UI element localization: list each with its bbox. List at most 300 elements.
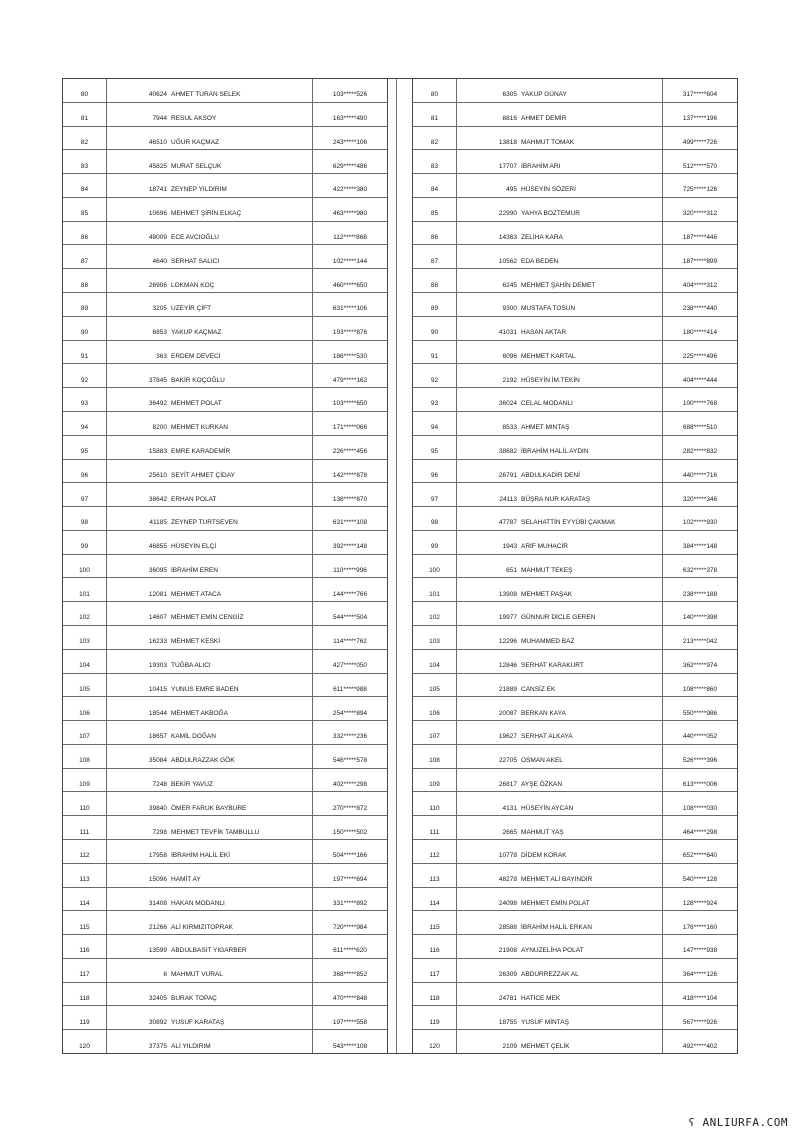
table-row <box>63 555 387 579</box>
masked-id: 282*****832 <box>682 448 718 455</box>
row-index: 97 <box>63 483 107 506</box>
person-name: İBRAHİM HALİL EKİ <box>169 840 313 863</box>
masked-id: 140*****398 <box>682 614 718 622</box>
table-row <box>63 150 387 174</box>
masked-id: 331*****892 <box>332 899 368 907</box>
person-name: MAHMUT TEKEŞ <box>519 555 663 578</box>
masked-id: 464*****298 <box>682 828 718 836</box>
table-row <box>413 697 737 721</box>
table-row <box>63 483 387 507</box>
table-row <box>63 1006 387 1030</box>
table-row <box>413 650 737 674</box>
row-number: 24113 <box>499 495 517 503</box>
person-name: YUSUF KARATAŞ <box>169 1006 313 1029</box>
row-index: 88 <box>413 269 457 292</box>
row-number: 13599 <box>148 947 167 955</box>
row-number: 651 <box>506 566 517 574</box>
person-name: ABDULKADİR DENİ <box>519 460 663 483</box>
row-number: 8533 <box>502 424 517 432</box>
table-row <box>413 483 737 507</box>
person-name: AYŞE ÖZKAN <box>519 769 663 792</box>
row-index: 106 <box>413 697 457 720</box>
table-row <box>63 721 387 745</box>
row-number: 2109 <box>502 1042 517 1050</box>
row-number: 37375 <box>148 1042 167 1050</box>
person-name: MAHMUT TOMAK <box>519 127 663 150</box>
row-index: 95 <box>63 436 107 459</box>
person-name: AHMET TURAN SELEK <box>169 79 313 102</box>
table-row <box>413 674 737 698</box>
row-number: 36095 <box>148 566 167 574</box>
masked-id: 404*****312 <box>682 281 718 289</box>
masked-id: 225*****496 <box>682 352 718 360</box>
row-index: 102 <box>413 602 457 625</box>
table-row <box>63 578 387 602</box>
table-row <box>63 412 387 436</box>
row-index: 105 <box>63 674 107 697</box>
person-name: MEHMET PAŞAK <box>519 578 663 601</box>
row-number: 26791 <box>498 471 517 479</box>
row-number: 26309 <box>498 971 517 979</box>
masked-id: 213*****042 <box>682 638 718 646</box>
row-index: 119 <box>63 1006 107 1029</box>
person-name: İBRAHİM ARI <box>519 150 663 173</box>
row-index: 94 <box>63 412 107 435</box>
person-name: ÖMER FARUK BAYBURE <box>169 792 313 815</box>
masked-id: 103*****526 <box>332 91 368 99</box>
row-index: 119 <box>413 1006 457 1029</box>
table-row <box>413 341 737 365</box>
row-index: 90 <box>63 317 107 340</box>
table-row <box>413 864 737 888</box>
row-number: 40624 <box>148 91 167 99</box>
masked-id: 362*****974 <box>682 662 718 670</box>
row-index: 118 <box>413 983 457 1006</box>
person-name: MEHMET KURKAN <box>169 412 313 435</box>
person-name: HATİCE MEK <box>519 983 663 1006</box>
table-row <box>63 103 387 127</box>
table-row <box>63 317 387 341</box>
person-name: HAMİT AY <box>169 864 313 887</box>
person-name: MUSTAFA TOSUN <box>519 293 663 316</box>
row-index: 86 <box>413 222 457 245</box>
person-name: CANSİZ EK <box>519 674 663 697</box>
table-row <box>63 364 387 388</box>
masked-id: 384*****148 <box>682 543 718 551</box>
row-index: 106 <box>63 697 107 720</box>
row-number: 36024 <box>498 400 517 408</box>
row-index: 112 <box>413 840 457 863</box>
row-number: 14607 <box>148 614 167 622</box>
table-row <box>63 507 387 531</box>
table-row <box>413 198 737 222</box>
row-index: 80 <box>63 79 107 102</box>
masked-id: 526*****396 <box>682 757 718 765</box>
table-row <box>413 602 737 626</box>
person-name: MEHMET AKBOĞA <box>169 697 313 720</box>
table-row <box>413 269 737 293</box>
row-index: 112 <box>63 840 107 863</box>
row-number: 24781 <box>498 994 517 1002</box>
table-row <box>413 103 737 127</box>
row-index: 117 <box>413 959 457 982</box>
table-row <box>413 721 737 745</box>
row-index: 110 <box>413 792 457 815</box>
row-number: 16233 <box>148 638 167 646</box>
person-name: EMRE KARADEMİR <box>169 436 313 459</box>
person-name: AHMET DEMİR <box>519 103 663 126</box>
results-table <box>62 78 738 1054</box>
masked-id: 631*****106 <box>332 305 368 313</box>
row-index: 118 <box>63 983 107 1006</box>
masked-id: 422*****380 <box>332 186 368 194</box>
table-row <box>63 911 387 935</box>
masked-id: 632*****378 <box>682 566 718 574</box>
row-index: 98 <box>413 507 457 530</box>
masked-id: 102*****144 <box>332 257 368 265</box>
masked-id: 470*****848 <box>332 994 368 1002</box>
person-name: ZEYNEP TURTSEVEN <box>169 507 313 530</box>
table-row <box>413 79 737 103</box>
person-name: UZEYİR ÇİFT <box>169 293 313 316</box>
row-index: 91 <box>413 341 457 364</box>
row-index: 90 <box>413 317 457 340</box>
table-row <box>63 341 387 365</box>
table-row <box>413 745 737 769</box>
row-index: 104 <box>413 650 457 673</box>
person-name: SEYİT AHMET ÇİDAY <box>169 460 313 483</box>
row-number: 19303 <box>148 662 167 670</box>
masked-id: 492*****402 <box>682 1042 718 1050</box>
masked-id: 270*****872 <box>332 804 368 812</box>
person-name: YAKUP KAÇMAZ <box>169 317 313 340</box>
table-row <box>413 531 737 555</box>
table-row <box>63 935 387 959</box>
masked-id: 243*****106 <box>332 138 368 146</box>
person-name: MAHMUT YAŞ <box>519 816 663 839</box>
person-name: HASAN AKTAR <box>519 317 663 340</box>
row-number: 35084 <box>148 757 167 765</box>
table-row <box>63 245 387 269</box>
row-number: 7298 <box>152 828 167 836</box>
row-index: 107 <box>413 721 457 744</box>
masked-id: 427*****050 <box>332 662 368 670</box>
person-name: MEHMET EMİN POLAT <box>519 888 663 911</box>
person-name: MEHMET KARTAL <box>519 341 663 364</box>
masked-id: 137*****196 <box>682 115 718 123</box>
row-index: 113 <box>413 864 457 887</box>
person-name: ABDURREZZAK AL <box>519 959 663 982</box>
person-name: CELAL MODANLI <box>519 388 663 411</box>
table-row <box>413 317 737 341</box>
table-row <box>413 174 737 198</box>
row-number: 21908 <box>498 947 517 955</box>
row-number: 17707 <box>498 162 517 170</box>
row-number: 41185 <box>149 519 167 527</box>
person-name: YAKUP GÜNAY <box>519 79 663 102</box>
masked-id: 611*****620 <box>333 947 367 955</box>
row-number: 26817 <box>498 780 517 788</box>
row-index: 91 <box>63 341 107 364</box>
row-number: 45825 <box>148 162 167 170</box>
masked-id: 103*****650 <box>332 400 368 408</box>
person-name: MEHMET KESKİ <box>169 626 313 649</box>
row-number: 13818 <box>498 138 517 146</box>
table-row <box>413 911 737 935</box>
table-row <box>413 436 737 460</box>
person-name: SERHAT SALICI <box>169 245 313 268</box>
table-row <box>413 769 737 793</box>
person-name: YAHYA BOZTEMUR <box>519 198 663 221</box>
row-index: 114 <box>413 888 457 911</box>
row-number: 37845 <box>148 376 167 384</box>
row-number: 6 <box>163 971 167 979</box>
row-index: 101 <box>413 578 457 601</box>
table-row <box>63 840 387 864</box>
row-number: 10562 <box>498 257 517 265</box>
row-number: 14363 <box>498 233 517 241</box>
masked-id: 320*****346 <box>682 495 718 503</box>
row-number: 24098 <box>498 899 517 907</box>
row-number: 18755 <box>498 1018 517 1026</box>
row-index: 97 <box>413 483 457 506</box>
person-name: AYNUZELİHA POLAT <box>519 935 663 958</box>
person-name: ERHAN POLAT <box>169 483 313 506</box>
masked-id: 112*****868 <box>333 233 367 241</box>
masked-id: 128*****924 <box>682 899 718 907</box>
table-row <box>63 626 387 650</box>
masked-id: 226*****456 <box>332 448 368 455</box>
person-name: HAKAN MODANLI <box>169 888 313 911</box>
row-number: 28588 <box>498 923 517 931</box>
table-row <box>63 983 387 1007</box>
person-name: GÜNNUR DİCLE GEREN <box>519 602 663 625</box>
row-index: 117 <box>63 959 107 982</box>
masked-id: 418*****104 <box>682 994 718 1002</box>
table-row <box>63 127 387 151</box>
row-number: 38642 <box>148 495 167 503</box>
masked-id: 187*****446 <box>682 233 718 241</box>
table-row <box>413 935 737 959</box>
row-index: 111 <box>63 816 107 839</box>
person-name: MAHMUT VURAL <box>169 959 313 982</box>
table-row <box>413 578 737 602</box>
row-index: 81 <box>63 103 107 126</box>
masked-id: 499*****726 <box>682 138 718 146</box>
row-index: 111 <box>413 816 457 839</box>
person-name: DİDEM KORAK <box>519 840 663 863</box>
table-row <box>63 79 387 103</box>
masked-id: 108*****860 <box>682 685 718 693</box>
row-number: 6853 <box>152 329 167 337</box>
masked-id: 254*****894 <box>332 709 368 717</box>
masked-id: 463*****980 <box>332 210 368 218</box>
masked-id: 504*****166 <box>332 852 368 860</box>
row-index: 81 <box>413 103 457 126</box>
person-name: BAKİR KOÇOĞLU <box>169 364 313 387</box>
row-index: 85 <box>413 198 457 221</box>
row-number: 32405 <box>148 994 167 1002</box>
masked-id: 404*****444 <box>682 376 718 384</box>
masked-id: 238*****188 <box>682 590 718 598</box>
person-name: İBRAHİM EREN <box>169 555 313 578</box>
person-name: HÜSEYİN AYCAN <box>519 792 663 815</box>
row-number: 10778 <box>498 852 517 860</box>
row-number: 8200 <box>152 424 167 432</box>
person-name: AHMET MINTAŞ <box>519 412 663 435</box>
row-number: 9300 <box>502 305 517 313</box>
row-number: 30892 <box>148 1018 167 1026</box>
table-row <box>63 888 387 912</box>
row-index: 99 <box>413 531 457 554</box>
person-name: SERHAT KARAKURT <box>519 650 663 673</box>
person-name: MUHAMMED BAZ <box>519 626 663 649</box>
table-row <box>63 769 387 793</box>
masked-id: 688*****510 <box>682 424 718 432</box>
row-index: 99 <box>63 531 107 554</box>
person-name: MURAT SELÇUK <box>169 150 313 173</box>
masked-id: 364*****126 <box>682 971 718 979</box>
masked-id: 108*****030 <box>682 804 718 812</box>
row-index: 120 <box>413 1030 457 1053</box>
row-number: 31408 <box>148 899 167 907</box>
row-index: 86 <box>63 222 107 245</box>
table-row <box>413 388 737 412</box>
masked-id: 546*****578 <box>332 757 368 765</box>
table-row <box>63 222 387 246</box>
row-number: 26906 <box>148 281 167 289</box>
row-index: 93 <box>413 388 457 411</box>
row-number: 2192 <box>502 376 517 384</box>
table-row <box>63 792 387 816</box>
row-index: 105 <box>413 674 457 697</box>
row-index: 101 <box>63 578 107 601</box>
row-number: 4640 <box>152 257 167 265</box>
table-row <box>63 959 387 983</box>
masked-id: 317*****604 <box>682 91 718 99</box>
row-number: 47787 <box>498 519 517 527</box>
row-index: 93 <box>63 388 107 411</box>
person-name: MEHMET EMİN CENGİZ <box>169 602 313 625</box>
row-number: 48278 <box>498 876 517 884</box>
row-index: 87 <box>63 245 107 268</box>
masked-id: 142*****878 <box>332 471 368 479</box>
row-number: 15883 <box>148 448 167 455</box>
table-row <box>63 602 387 626</box>
masked-id: 147*****938 <box>682 947 718 955</box>
row-number: 495 <box>506 186 517 194</box>
person-name: MEHMET TEVFİK TAMBULLU <box>169 816 313 839</box>
table-row <box>413 150 737 174</box>
row-number: 48009 <box>148 233 167 241</box>
row-number: 8816 <box>502 115 517 123</box>
masked-id: 440*****052 <box>682 733 718 741</box>
table-row <box>413 959 737 983</box>
table-row <box>63 1030 387 1053</box>
row-number: 46510 <box>148 138 167 146</box>
masked-id: 180*****414 <box>682 329 718 337</box>
masked-id: 238*****440 <box>682 305 718 313</box>
row-number: 7944 <box>152 115 167 123</box>
row-index: 96 <box>63 460 107 483</box>
table-row <box>63 745 387 769</box>
row-index: 102 <box>63 602 107 625</box>
row-index: 94 <box>413 412 457 435</box>
row-index: 114 <box>63 888 107 911</box>
row-number: 13908 <box>498 590 517 598</box>
masked-id: 550*****986 <box>682 709 718 717</box>
masked-id: 402*****298 <box>332 780 368 788</box>
person-name: MEHMET ŞİRİN ELKAÇ <box>169 198 313 221</box>
masked-id: 100*****768 <box>682 400 718 408</box>
person-name: İBRAHİM HALİL ERKAN <box>519 911 663 934</box>
person-name: BÜŞRA NUR KARATAŞ <box>519 483 663 506</box>
person-name: MEHMET ŞAHİN DEMET <box>519 269 663 292</box>
row-index: 96 <box>413 460 457 483</box>
table-row <box>63 198 387 222</box>
masked-id: 102*****930 <box>682 519 718 527</box>
table-row <box>413 460 737 484</box>
row-index: 82 <box>63 127 107 150</box>
row-number: 363 <box>156 352 167 360</box>
masked-id: 544*****504 <box>332 614 368 622</box>
row-index: 83 <box>63 150 107 173</box>
person-name: LOKMAN KOÇ <box>169 269 313 292</box>
masked-id: 725*****126 <box>682 186 718 194</box>
person-name: KAMİL DOĞAN <box>169 721 313 744</box>
table-row <box>63 531 387 555</box>
table-row <box>63 388 387 412</box>
row-number: 21266 <box>148 923 167 931</box>
person-name: MEHMET ATACA <box>169 578 313 601</box>
table-row <box>413 1006 737 1030</box>
masked-id: 440*****716 <box>682 471 718 479</box>
row-index: 103 <box>413 626 457 649</box>
row-number: 10696 <box>148 210 167 218</box>
masked-id: 187*****899 <box>682 257 718 265</box>
person-name: ZELİHA KARA <box>519 222 663 245</box>
masked-id: 114*****762 <box>333 638 367 646</box>
table-row <box>63 460 387 484</box>
person-name: EDA BEDEN <box>519 245 663 268</box>
table-row <box>413 364 737 388</box>
row-index: 89 <box>413 293 457 316</box>
person-name: MEHMET POLAT <box>169 388 313 411</box>
row-index: 89 <box>63 293 107 316</box>
row-index: 84 <box>63 174 107 197</box>
row-number: 46855 <box>148 543 167 551</box>
row-index: 110 <box>63 792 107 815</box>
row-index: 120 <box>63 1030 107 1053</box>
masked-id: 320*****312 <box>682 210 718 218</box>
row-index: 87 <box>413 245 457 268</box>
row-index: 88 <box>63 269 107 292</box>
masked-id: 176*****160 <box>682 923 718 931</box>
row-number: 3205 <box>152 305 167 313</box>
row-number: 6096 <box>502 352 517 360</box>
row-number: 6305 <box>502 91 517 99</box>
row-number: 22705 <box>498 757 517 765</box>
person-name: RESUL AKSOY <box>169 103 313 126</box>
row-number: 10415 <box>148 685 167 693</box>
row-index: 108 <box>413 745 457 768</box>
person-name: SELAHATTİN EYYÜBİ ÇAKMAK <box>519 507 663 530</box>
person-name: BERKAN KAYA <box>519 697 663 720</box>
table-row <box>413 840 737 864</box>
masked-id: 629*****486 <box>332 162 368 170</box>
table-row <box>63 650 387 674</box>
table-row <box>413 626 737 650</box>
